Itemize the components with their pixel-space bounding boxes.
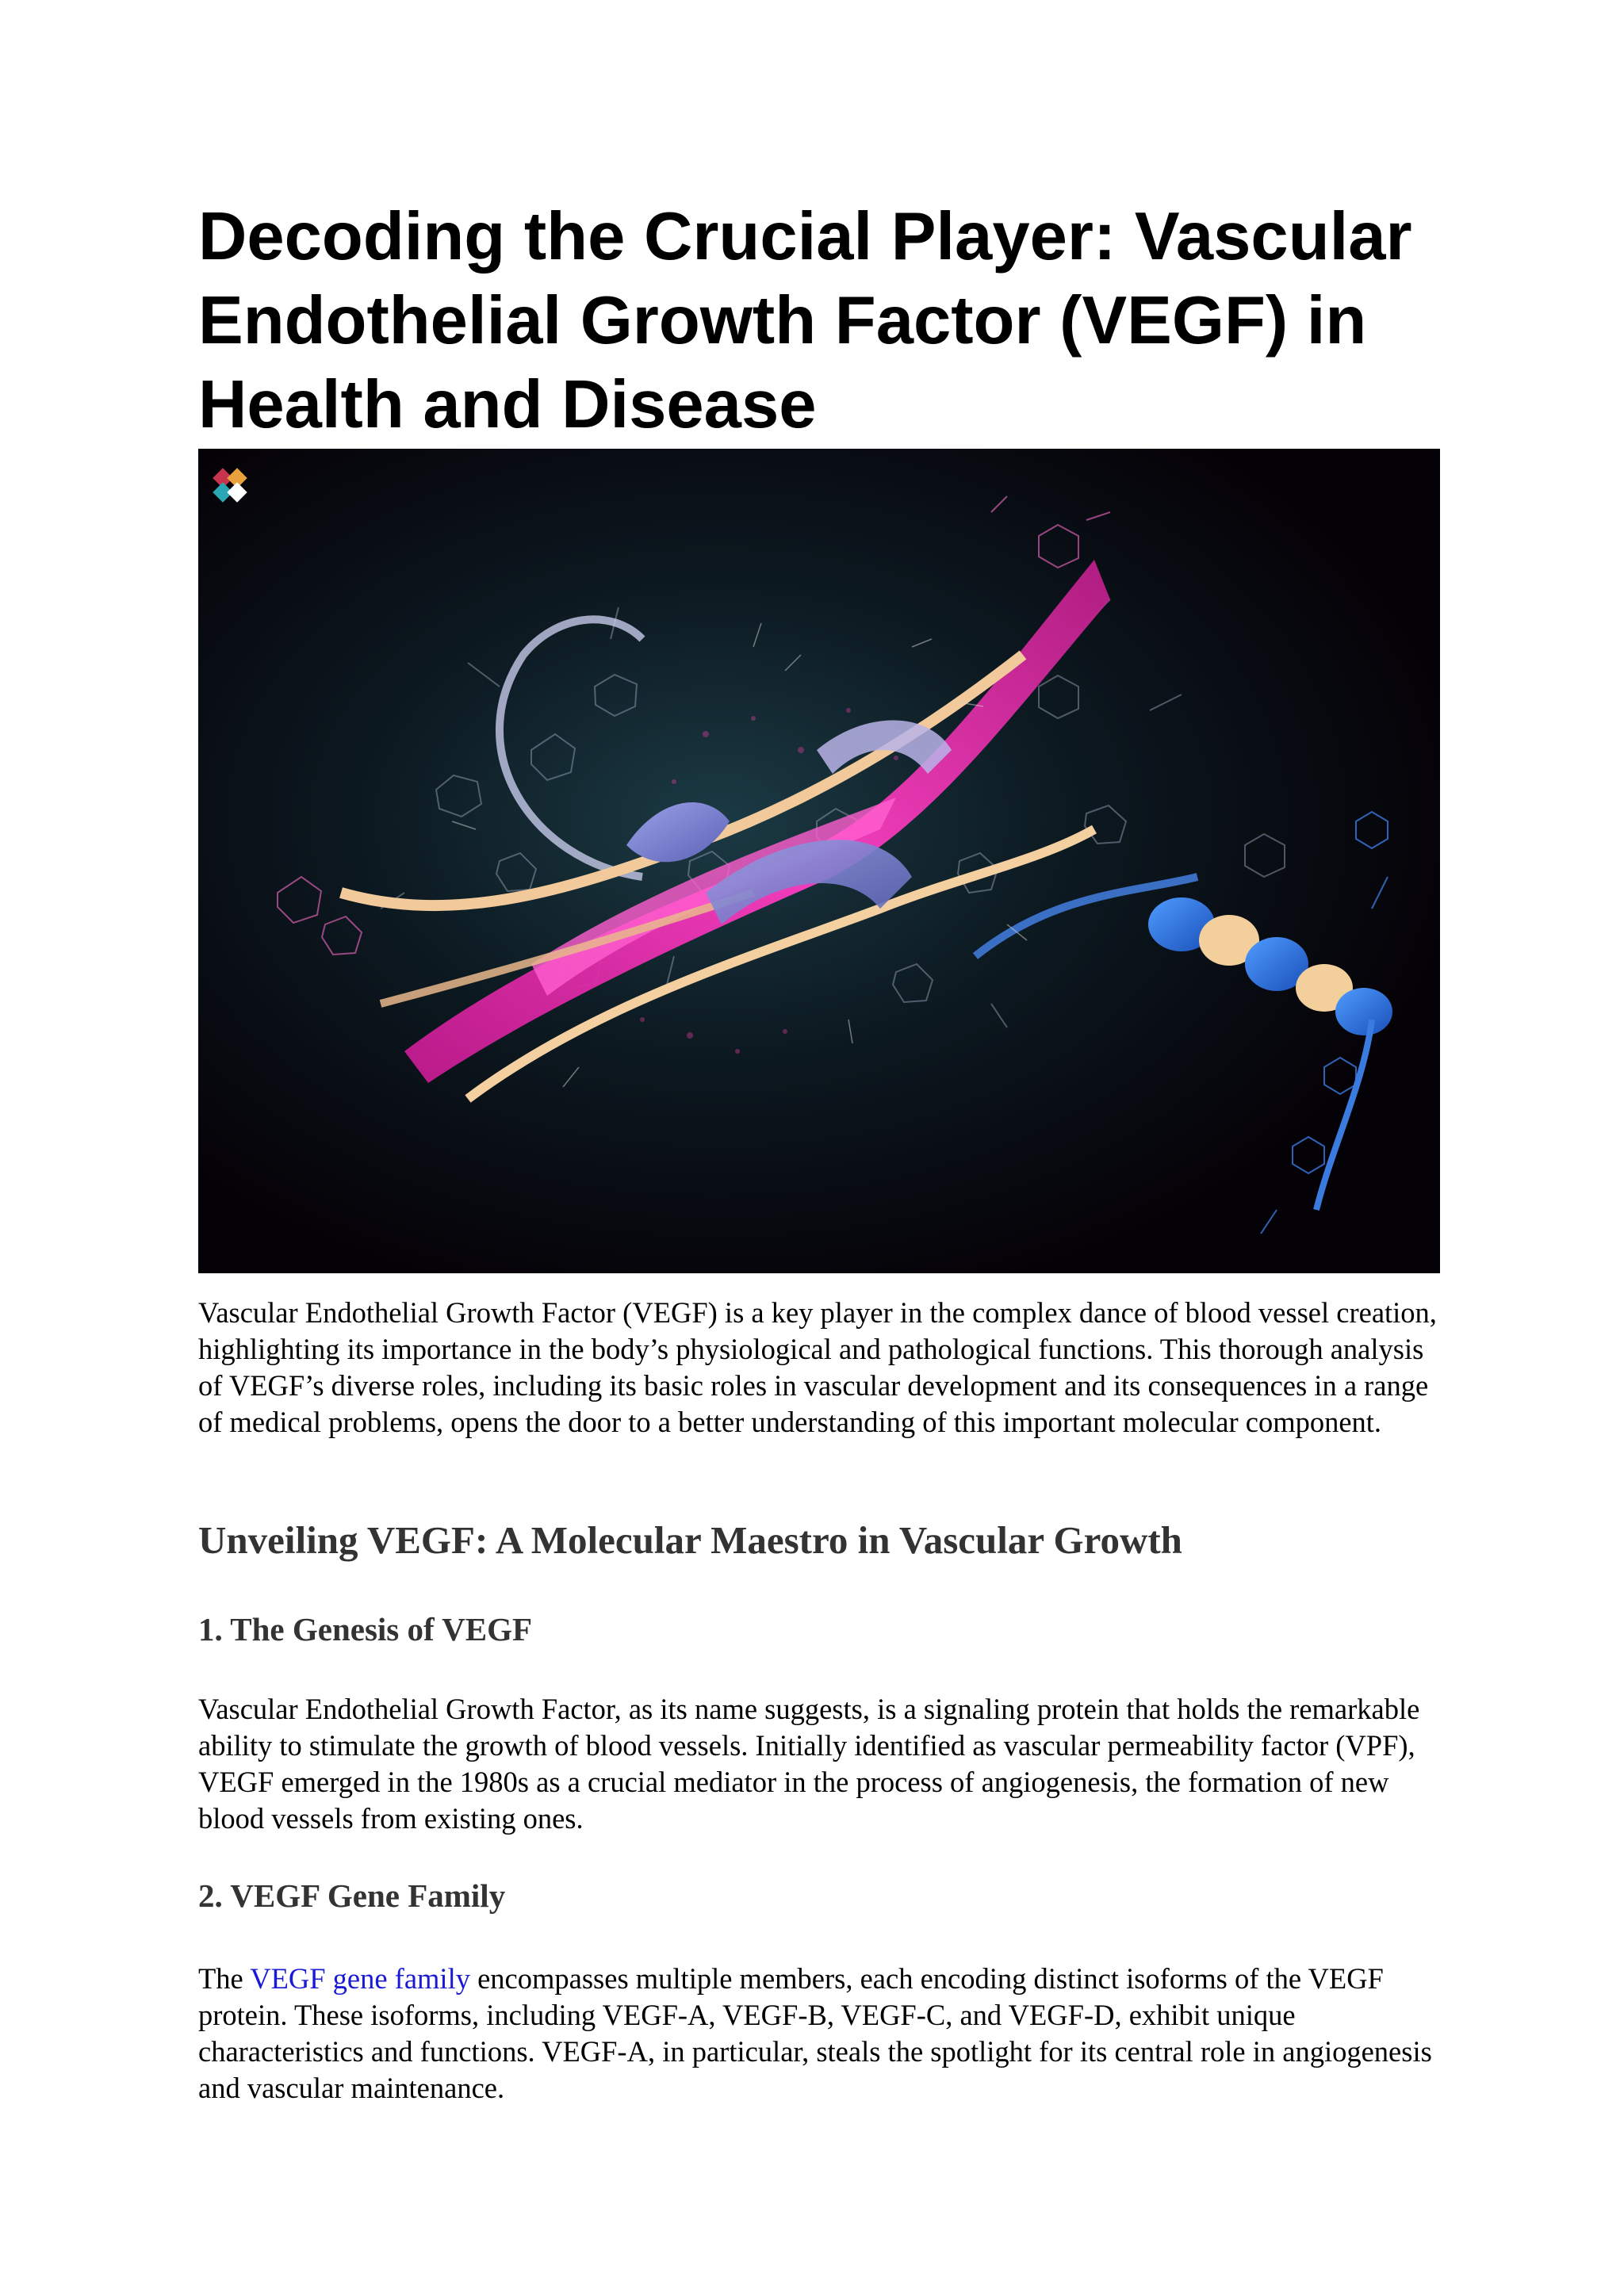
subsection-heading-gene-family: 2. VEGF Gene Family xyxy=(198,1877,506,1914)
section-heading: Unveiling VEGF: A Molecular Maestro in Vascular Growth xyxy=(198,1518,1182,1562)
vegf-gene-family-link[interactable]: VEGF gene family xyxy=(250,1962,470,1995)
article-title: Decoding the Crucial Player: Vascular Endothelial Growth Factor (VEGF) in Health and Disease xyxy=(198,199,1412,442)
genesis-paragraph: Vascular Endothelial Growth Factor, as its name suggests, is a signaling protein that holds the remarkable ability to stimulate the growth of blood vessels. Initially identified as vascular permeability factor (VPF), VEGF emerged in the 1980s as a crucial mediator in the process of angiogenesis, the formation of new blood vessels from existing ones. xyxy=(198,1693,1420,1835)
gene-family-paragraph xyxy=(198,1961,1440,2107)
vegf-protein-structure-image xyxy=(198,449,1440,1273)
intro-paragraph: Vascular Endothelial Growth Factor (VEGF) is a key player in the complex dance of blood vessel creation, highlighting its importance in the body’s physiological and pathological functions. This thorough analysis of VEGF’s diverse roles, including its basic roles in vascular development and its consequences in a range of medical problems, opens the door to a better understanding of this important molecular component. xyxy=(198,1296,1437,1438)
gene-family-text-before: The xyxy=(198,1962,251,1995)
subsection-heading-genesis: 1. The Genesis of VEGF xyxy=(198,1611,533,1647)
gene-family-text-after: encompasses multiple members, each encoding distinct isoforms of the VEGF protein. These isoforms, including VEGF-A, VEGF-B, VEGF-C, and VEGF-D, exhibit unique characteristics and functions. VEGF-A, in particular, steals the spotlight for its central role in angiogenesis and vascular maintenance. xyxy=(198,1962,1432,2104)
